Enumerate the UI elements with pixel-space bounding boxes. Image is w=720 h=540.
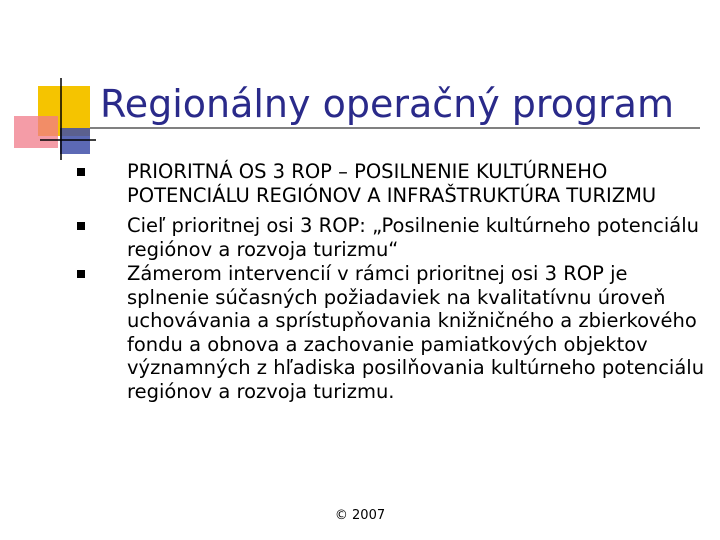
square-bullet-icon — [77, 222, 85, 230]
slide-title: Regionálny operačný program — [100, 82, 674, 126]
blue-square — [60, 128, 90, 154]
list-item — [75, 214, 705, 261]
square-bullet-icon — [77, 168, 85, 176]
bullet-text: Zámerom intervencií v rámci prioritnej osi 3 ROP je splnenie súčasných požiadaviek na kvalitatívnu úroveň uchovávania a sprístupňovania knižničného a zbierkového fondu a obnova a zachovanie pamiatkových objektov významných z hľadiska posilňovania kultúrneho potenciálu regiónov a rozvoja turizmu. — [127, 262, 705, 403]
footer-copyright: © 2007 — [334, 508, 386, 523]
pink-square — [14, 116, 58, 148]
list-item — [75, 262, 705, 403]
list-item — [75, 160, 705, 207]
square-bullet-icon — [77, 270, 85, 278]
bullet-list — [75, 160, 705, 403]
bullet-text: PRIORITNÁ OS 3 ROP – POSILNENIE KULTÚRNEHO POTENCIÁLU REGIÓNOV A INFRAŠTRUKTÚRA TURIZMU — [127, 160, 657, 207]
bullet-text: Cieľ prioritnej osi 3 ROP: „Posilnenie kultúrneho potenciálu regiónov a rozvoja turizmu“ — [127, 214, 699, 261]
